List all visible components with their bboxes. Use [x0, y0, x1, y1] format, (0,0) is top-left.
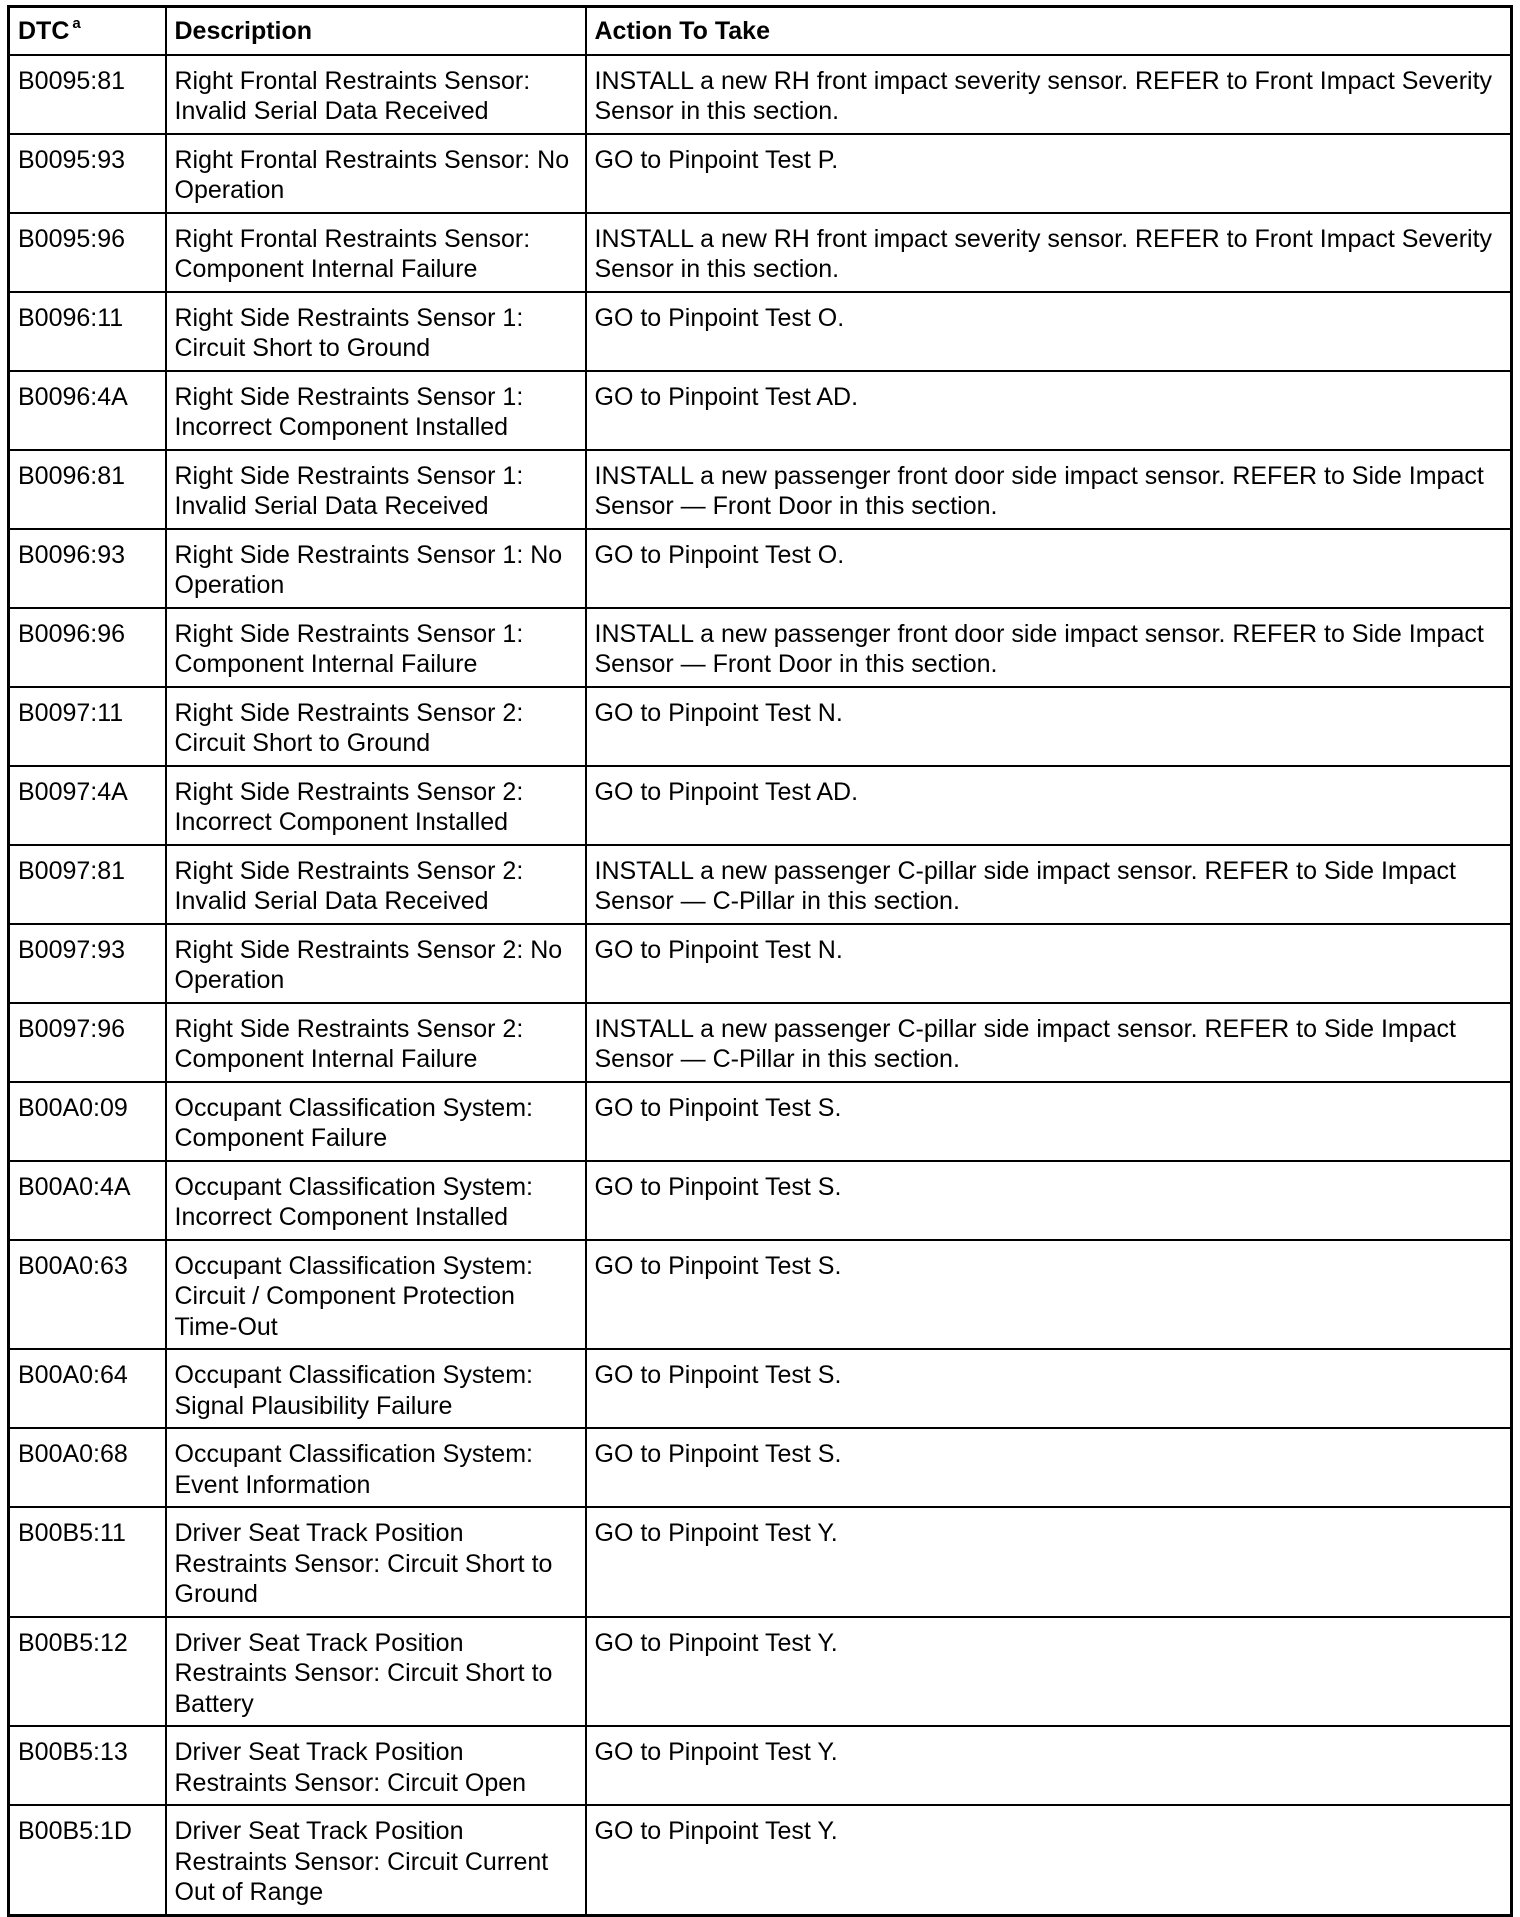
description-cell: Occupant Classification System: Incorrect Component Installed: [166, 1161, 586, 1240]
table-header-row: [9, 7, 1512, 55]
description-cell: Right Frontal Restraints Sensor: No Operation: [166, 134, 586, 213]
table-row: [9, 213, 1512, 292]
description-cell: Occupant Classification System: Circuit / Component Protection Time-Out: [166, 1240, 586, 1350]
table-row: [9, 1428, 1512, 1507]
action-cell: GO to Pinpoint Test S.: [586, 1161, 1512, 1240]
table-row: [9, 1240, 1512, 1350]
dtc-cell: B0096:81: [9, 450, 166, 529]
dtc-cell: B0097:4A: [9, 766, 166, 845]
table-row: [9, 1003, 1512, 1082]
table-row: [9, 608, 1512, 687]
description-cell: Occupant Classification System: Signal Plausibility Failure: [166, 1349, 586, 1428]
dtc-cell: B0096:4A: [9, 371, 166, 450]
table-row: [9, 1617, 1512, 1727]
dtc-cell: B00A0:68: [9, 1428, 166, 1507]
description-cell: Right Side Restraints Sensor 1: Incorrect Component Installed: [166, 371, 586, 450]
dtc-cell: B00B5:12: [9, 1617, 166, 1727]
dtc-cell: B00A0:4A: [9, 1161, 166, 1240]
description-cell: Right Side Restraints Sensor 2: Component Internal Failure: [166, 1003, 586, 1082]
action-cell: INSTALL a new passenger front door side impact sensor. REFER to Side Impact Sensor — Front Door in this section.: [586, 450, 1512, 529]
action-cell: GO to Pinpoint Test S.: [586, 1349, 1512, 1428]
description-cell: Right Side Restraints Sensor 1: Component Internal Failure: [166, 608, 586, 687]
dtc-cell: B0095:96: [9, 213, 166, 292]
table-row: [9, 1726, 1512, 1805]
header-action: Action To Take: [586, 7, 1512, 55]
dtc-cell: B00B5:13: [9, 1726, 166, 1805]
table-row: [9, 450, 1512, 529]
action-cell: GO to Pinpoint Test S.: [586, 1240, 1512, 1350]
description-cell: Right Side Restraints Sensor 1: No Operation: [166, 529, 586, 608]
table-row: [9, 1082, 1512, 1161]
action-cell: GO to Pinpoint Test N.: [586, 924, 1512, 1003]
description-cell: Driver Seat Track Position Restraints Sensor: Circuit Short to Battery: [166, 1617, 586, 1727]
dtc-cell: B00A0:09: [9, 1082, 166, 1161]
dtc-cell: B0097:81: [9, 845, 166, 924]
table-row: [9, 924, 1512, 1003]
description-cell: Right Frontal Restraints Sensor: Invalid Serial Data Received: [166, 55, 586, 134]
header-dtc-label: DTC: [18, 17, 70, 45]
table-row: [9, 1507, 1512, 1617]
dtc-cell: B0096:96: [9, 608, 166, 687]
dtc-cell: B00A0:63: [9, 1240, 166, 1350]
description-cell: Occupant Classification System: Event Information: [166, 1428, 586, 1507]
action-cell: GO to Pinpoint Test O.: [586, 292, 1512, 371]
action-cell: GO to Pinpoint Test AD.: [586, 766, 1512, 845]
action-cell: INSTALL a new passenger C-pillar side impact sensor. REFER to Side Impact Sensor — C-Pillar in this section.: [586, 845, 1512, 924]
action-cell: GO to Pinpoint Test Y.: [586, 1726, 1512, 1805]
action-cell: INSTALL a new passenger front door side impact sensor. REFER to Side Impact Sensor — Front Door in this section.: [586, 608, 1512, 687]
dtc-cell: B0095:93: [9, 134, 166, 213]
dtc-cell: B0096:11: [9, 292, 166, 371]
action-cell: GO to Pinpoint Test S.: [586, 1082, 1512, 1161]
action-cell: INSTALL a new RH front impact severity sensor. REFER to Front Impact Severity Sensor in this section.: [586, 213, 1512, 292]
table-row: [9, 371, 1512, 450]
description-cell: Right Side Restraints Sensor 2: Incorrect Component Installed: [166, 766, 586, 845]
action-cell: GO to Pinpoint Test P.: [586, 134, 1512, 213]
dtc-cell: B0097:96: [9, 1003, 166, 1082]
table-row: [9, 1349, 1512, 1428]
action-cell: GO to Pinpoint Test AD.: [586, 371, 1512, 450]
table-row: [9, 687, 1512, 766]
table-row: [9, 1161, 1512, 1240]
action-cell: GO to Pinpoint Test S.: [586, 1428, 1512, 1507]
action-cell: INSTALL a new passenger C-pillar side impact sensor. REFER to Side Impact Sensor — C-Pillar in this section.: [586, 1003, 1512, 1082]
dtc-cell: B00B5:1D: [9, 1805, 166, 1915]
dtc-cell: B0096:93: [9, 529, 166, 608]
table-row: [9, 55, 1512, 134]
description-cell: Right Side Restraints Sensor 2: Circuit Short to Ground: [166, 687, 586, 766]
description-cell: Right Side Restraints Sensor 2: Invalid Serial Data Received: [166, 845, 586, 924]
dtc-table: [7, 5, 1513, 1917]
dtc-cell: B0097:11: [9, 687, 166, 766]
table-row: [9, 292, 1512, 371]
table-row: [9, 529, 1512, 608]
dtc-cell: B00A0:64: [9, 1349, 166, 1428]
description-cell: Right Side Restraints Sensor 1: Invalid Serial Data Received: [166, 450, 586, 529]
action-cell: GO to Pinpoint Test N.: [586, 687, 1512, 766]
description-cell: Right Side Restraints Sensor 1: Circuit Short to Ground: [166, 292, 586, 371]
action-cell: GO to Pinpoint Test Y.: [586, 1805, 1512, 1915]
header-dtc-footnote: a: [72, 14, 81, 32]
table-row: [9, 845, 1512, 924]
table-row: [9, 766, 1512, 845]
action-cell: INSTALL a new RH front impact severity sensor. REFER to Front Impact Severity Sensor in this section.: [586, 55, 1512, 134]
description-cell: Driver Seat Track Position Restraints Sensor: Circuit Short to Ground: [166, 1507, 586, 1617]
description-cell: Right Side Restraints Sensor 2: No Operation: [166, 924, 586, 1003]
header-description: Description: [166, 7, 586, 55]
table-row: [9, 134, 1512, 213]
dtc-cell: B00B5:11: [9, 1507, 166, 1617]
description-cell: Right Frontal Restraints Sensor: Component Internal Failure: [166, 213, 586, 292]
description-cell: Occupant Classification System: Component Failure: [166, 1082, 586, 1161]
table-row: [9, 1805, 1512, 1915]
dtc-cell: B0095:81: [9, 55, 166, 134]
action-cell: GO to Pinpoint Test O.: [586, 529, 1512, 608]
description-cell: Driver Seat Track Position Restraints Sensor: Circuit Current Out of Range: [166, 1805, 586, 1915]
header-dtc: [9, 7, 166, 55]
dtc-cell: B0097:93: [9, 924, 166, 1003]
action-cell: GO to Pinpoint Test Y.: [586, 1507, 1512, 1617]
description-cell: Driver Seat Track Position Restraints Sensor: Circuit Open: [166, 1726, 586, 1805]
action-cell: GO to Pinpoint Test Y.: [586, 1617, 1512, 1727]
